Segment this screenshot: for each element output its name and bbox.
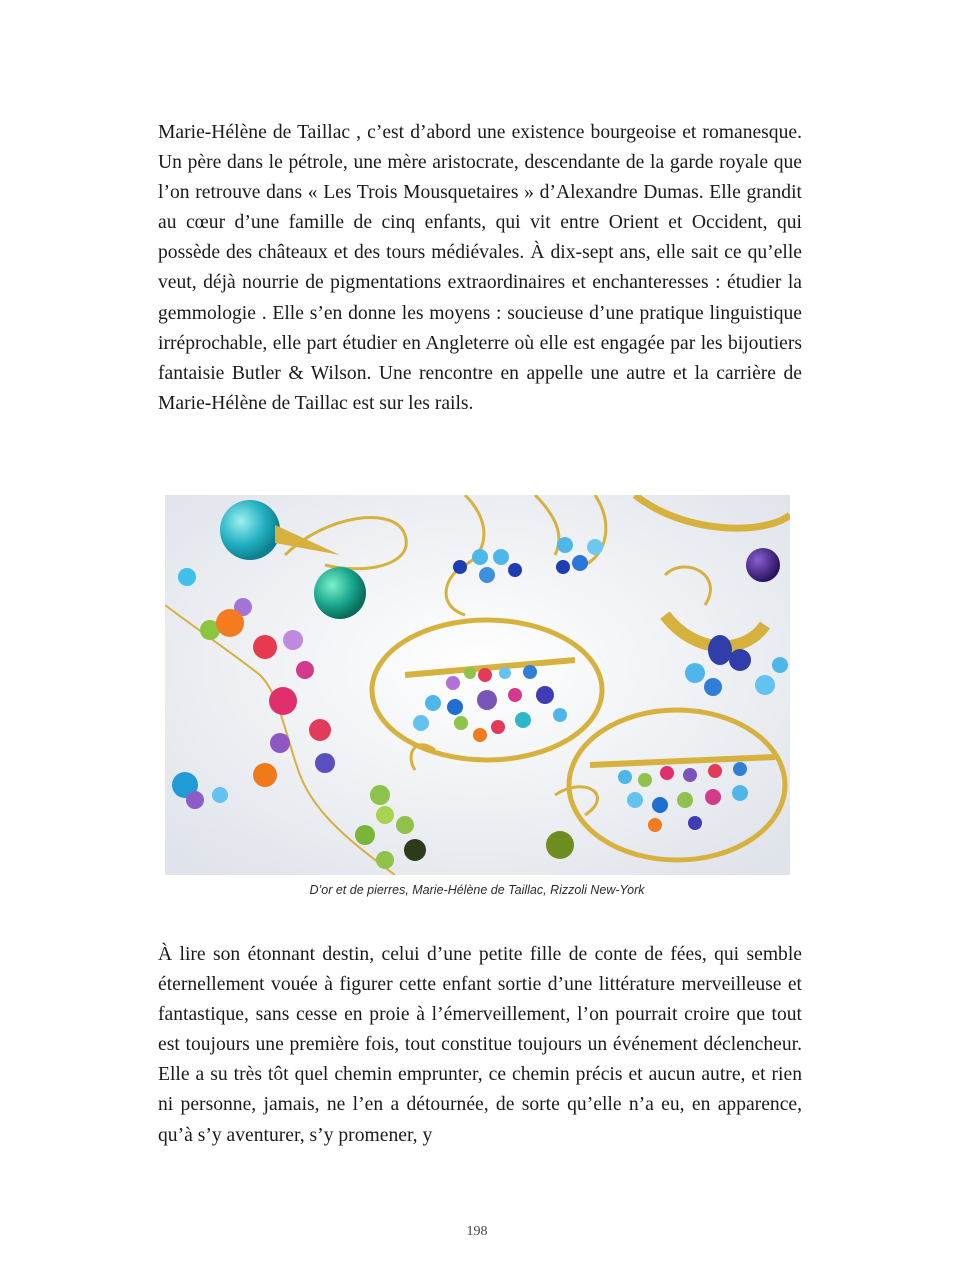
- amethyst-bead: [746, 548, 780, 582]
- page-number: 198: [466, 1224, 488, 1239]
- jewelry-photo: [165, 495, 790, 875]
- paragraph-2: À lire son étonnant destin, celui d’une petite fille de conte de fées, qui semble éternellement vouée à figurer cette enfant sortie d’une littérature merveilleuse et fantastique, sans cesse en proie à l’émerveillement, l’on pourrait croire que tout est toujours une première fois, tout constitue toujours un événement déclencheur. Elle a su très tôt quel chemin emprunter, ce chemin précis et aucun autre, et rien ni personne, jamais, ne l’en a détournée, de sorte qu’elle n’a eu, en apparence, qu’à s’y aventurer, s’y promener, y: [158, 944, 802, 1146]
- paragraph-1: Marie-Hélène de Taillac , c’est d’abord une existence bourgeoise et romanesque. Un père dans le pétrole, une mère aristocrate, descendante de la garde royale que l’on retrouve dans « Les Trois Mousquetaires » d’Alexandre Dumas. Elle grandit au cœur d’une famille de cinq enfants, qui vit entre Orient et Occident, qui possède des châteaux et des tours médiévales. À dix-sept ans, elle sait ce qu’elle veut, déjà nourrie de pigmentations extraordinaires et enchanteresses : étudier la gemmologie . Elle s’en donne les moyens : soucieuse d’une pratique linguistique irréprochable, elle part étudier en Angleterre où elle est engagée par les bijoutiers fantaisie Butler & Wilson. Une rencontre en appelle une autre et la carrière de Marie-Hélène de Taillac est sur les rails.: [158, 122, 802, 414]
- turquoise-drop: [220, 500, 280, 560]
- teal-bead: [314, 567, 366, 619]
- jewelry-illustration: [165, 495, 790, 875]
- sapphire-drop: [708, 635, 732, 665]
- figure-caption: D’or et de pierres, Marie-Hélène de Taillac, Rizzoli New-York: [309, 883, 645, 897]
